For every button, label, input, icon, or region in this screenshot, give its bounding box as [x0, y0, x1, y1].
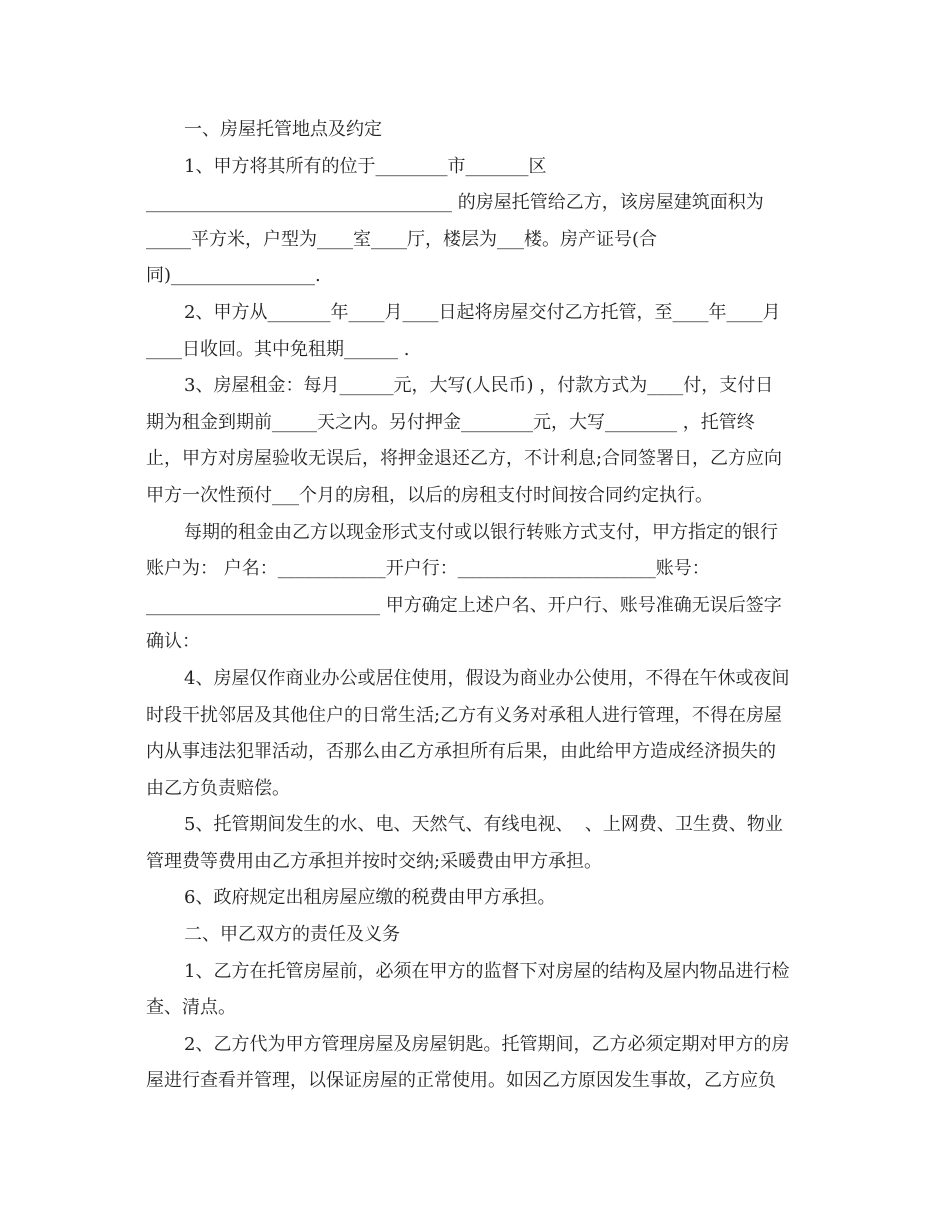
document-body [146, 112, 810, 1100]
paragraph-line: 期为租金到期前_____天之内。另付押金________元，大写________ ，托管终 [146, 411, 755, 433]
paragraph-line: 6、政府规定出租房屋应缴的税费由甲方承担。 [184, 887, 556, 909]
paragraph-line: 时段干扰邻居及其他住户的日常生活;乙方有义务对承租人进行管理，不得在房屋 [146, 704, 783, 726]
paragraph-line: ____日收回。其中免租期______ . [146, 338, 410, 360]
paragraph-line: _____平方米，户型为____室____厅，楼层为___楼。房产证号(合 [146, 228, 658, 250]
section-heading: 一、房屋托管地点及约定 [184, 119, 382, 140]
paragraph-line: 1、乙方在托管房屋前，必须在甲方的监督下对房屋的结构及屋内物品进行检 [184, 960, 790, 982]
section-heading: 二、甲乙双方的责任及义务 [184, 924, 400, 946]
paragraph-line: 查、清点。 [146, 997, 236, 1019]
paragraph-line: 确认： [146, 631, 200, 653]
paragraph-line: 止，甲方对房屋验收无误后，将押金退还乙方，不计利息;合同签署日，乙方应向 [146, 448, 783, 470]
paragraph-line: 5、托管期间发生的水、电、天然气、有线电视、 、上网费、卫生费、物业 [184, 814, 783, 836]
paragraph-line: 屋进行查看并管理，以保证房屋的正常使用。如因乙方原因发生事故，乙方应负 [146, 1070, 776, 1092]
paragraph-line: 2、甲方从_______年____月____日起将房屋交付乙方托管，至____年____月 [184, 301, 781, 323]
paragraph-line: __________________________ 甲方确定上述户名、开户行、账号准确无误后签字 [146, 594, 782, 616]
paragraph-line: 4、房屋仅作商业办公或居住使用，假设为商业办公使用，不得在午休或夜间 [184, 667, 790, 689]
paragraph-line: 每期的租金由乙方以现金形式支付或以银行转账方式支付，甲方指定的银行 [184, 521, 778, 543]
paragraph-line: __________________________________ 的房屋托管给乙方，该房屋建筑面积为 [146, 192, 764, 214]
paragraph-line: 1、甲方将其所有的位于________市_______区 [184, 155, 547, 177]
paragraph-line: 由乙方负责赔偿。 [146, 777, 290, 799]
paragraph-line: 账户为： 户名：____________开户行：______________________账号： [146, 558, 710, 580]
paragraph-line: 甲方一次性预付___个月的房租，以后的房租支付时间按合同约定执行。 [146, 484, 713, 506]
paragraph-line: 内从事违法犯罪活动，否那么由乙方承担所有后果，由此给甲方造成经济损失的 [146, 741, 776, 763]
paragraph-line: 2、乙方代为甲方管理房屋及房屋钥匙。托管期间，乙方必须定期对甲方的房 [184, 1033, 790, 1055]
paragraph-line: 同)________________. [146, 265, 321, 287]
paragraph-line: 3、房屋租金：每月______元，大写(人民币) ，付款方式为____付，支付日 [184, 375, 774, 397]
paragraph-line: 管理费等费用由乙方承担并按时交纳;采暖费由甲方承担。 [146, 850, 603, 872]
